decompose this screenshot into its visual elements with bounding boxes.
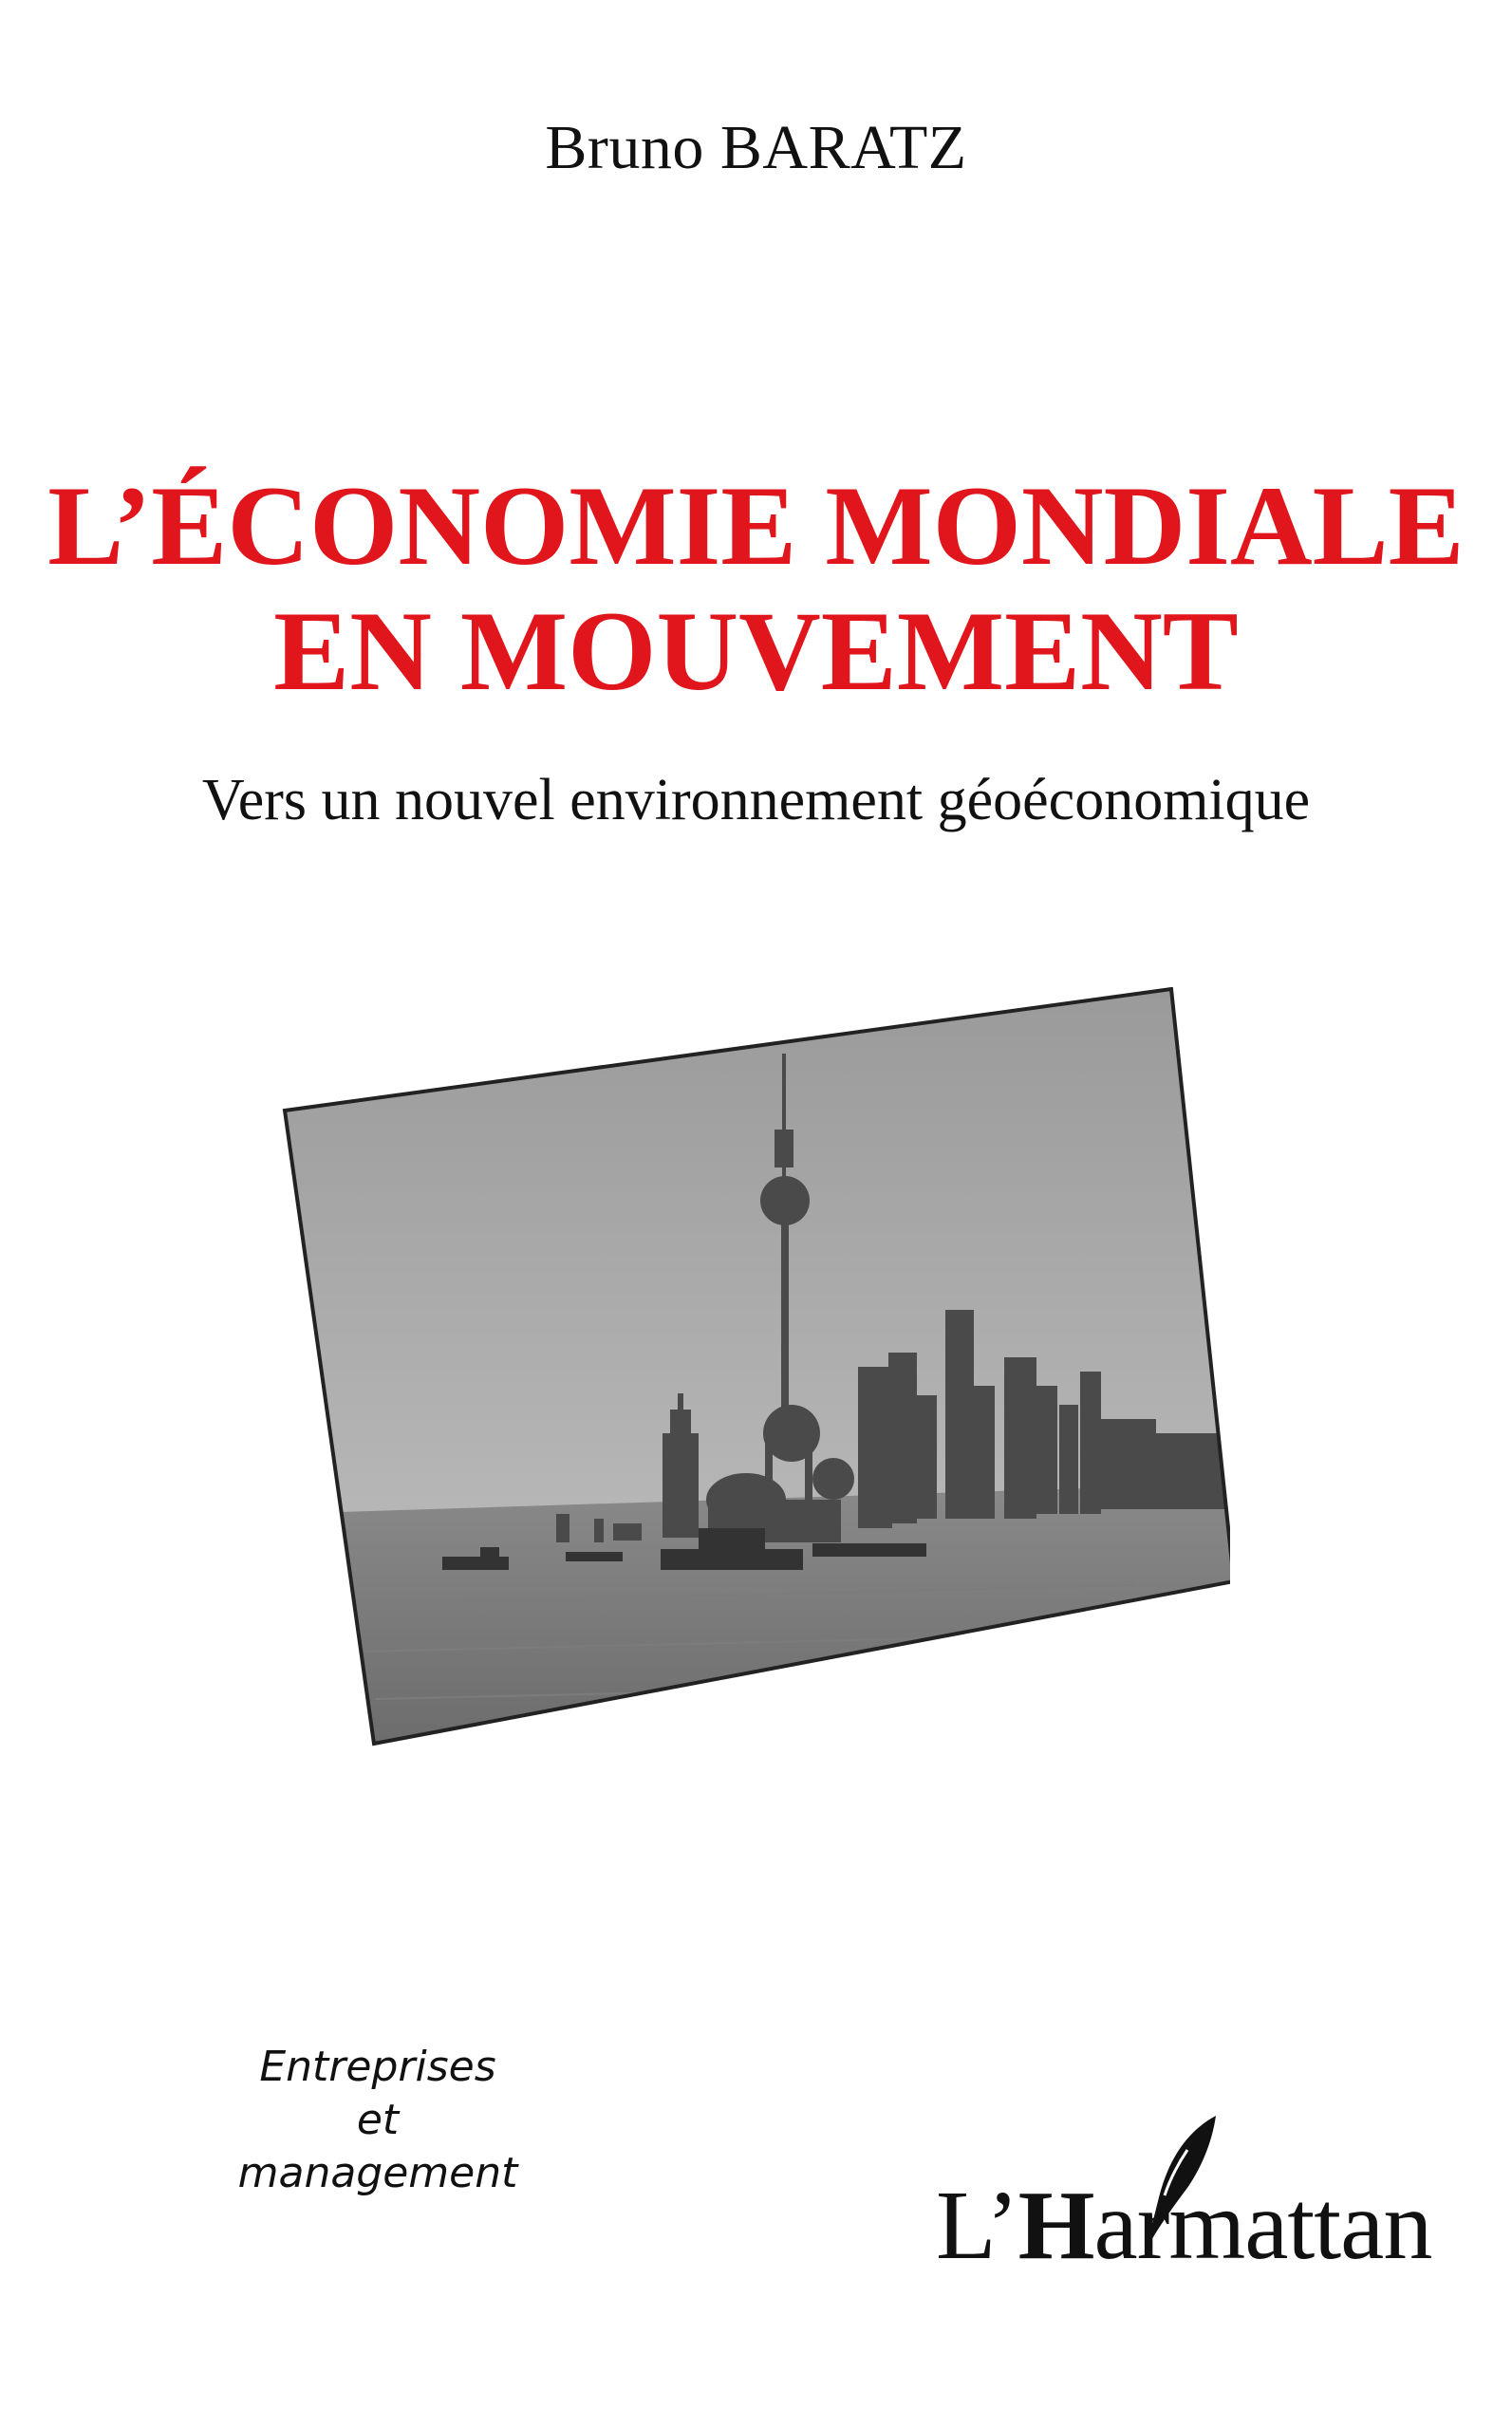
collection-name [235, 2041, 520, 2200]
collection-line-2: et [356, 2096, 400, 2144]
skyline-photo-image [281, 987, 1230, 1746]
publisher-suffix: armattan [1093, 2171, 1432, 2280]
author-name: Bruno BARATZ [545, 113, 967, 182]
cover-photo [281, 987, 1230, 1746]
publisher-name [936, 2169, 1431, 2282]
book-title [0, 463, 1512, 714]
publisher-prefix: L’ [936, 2171, 1018, 2280]
title-line-2: EN MOUVEMENT [273, 588, 1239, 714]
book-subtitle: Vers un nouvel environnement géoéconomique [201, 768, 1311, 832]
publisher-logo [936, 2112, 1432, 2283]
publisher-initial: H [1017, 2171, 1094, 2280]
collection-line-1: Entreprises [259, 2043, 496, 2091]
collection-line-3: management [237, 2149, 518, 2197]
title-line-1: L’ÉCONOMIE MONDIALE [47, 462, 1465, 588]
